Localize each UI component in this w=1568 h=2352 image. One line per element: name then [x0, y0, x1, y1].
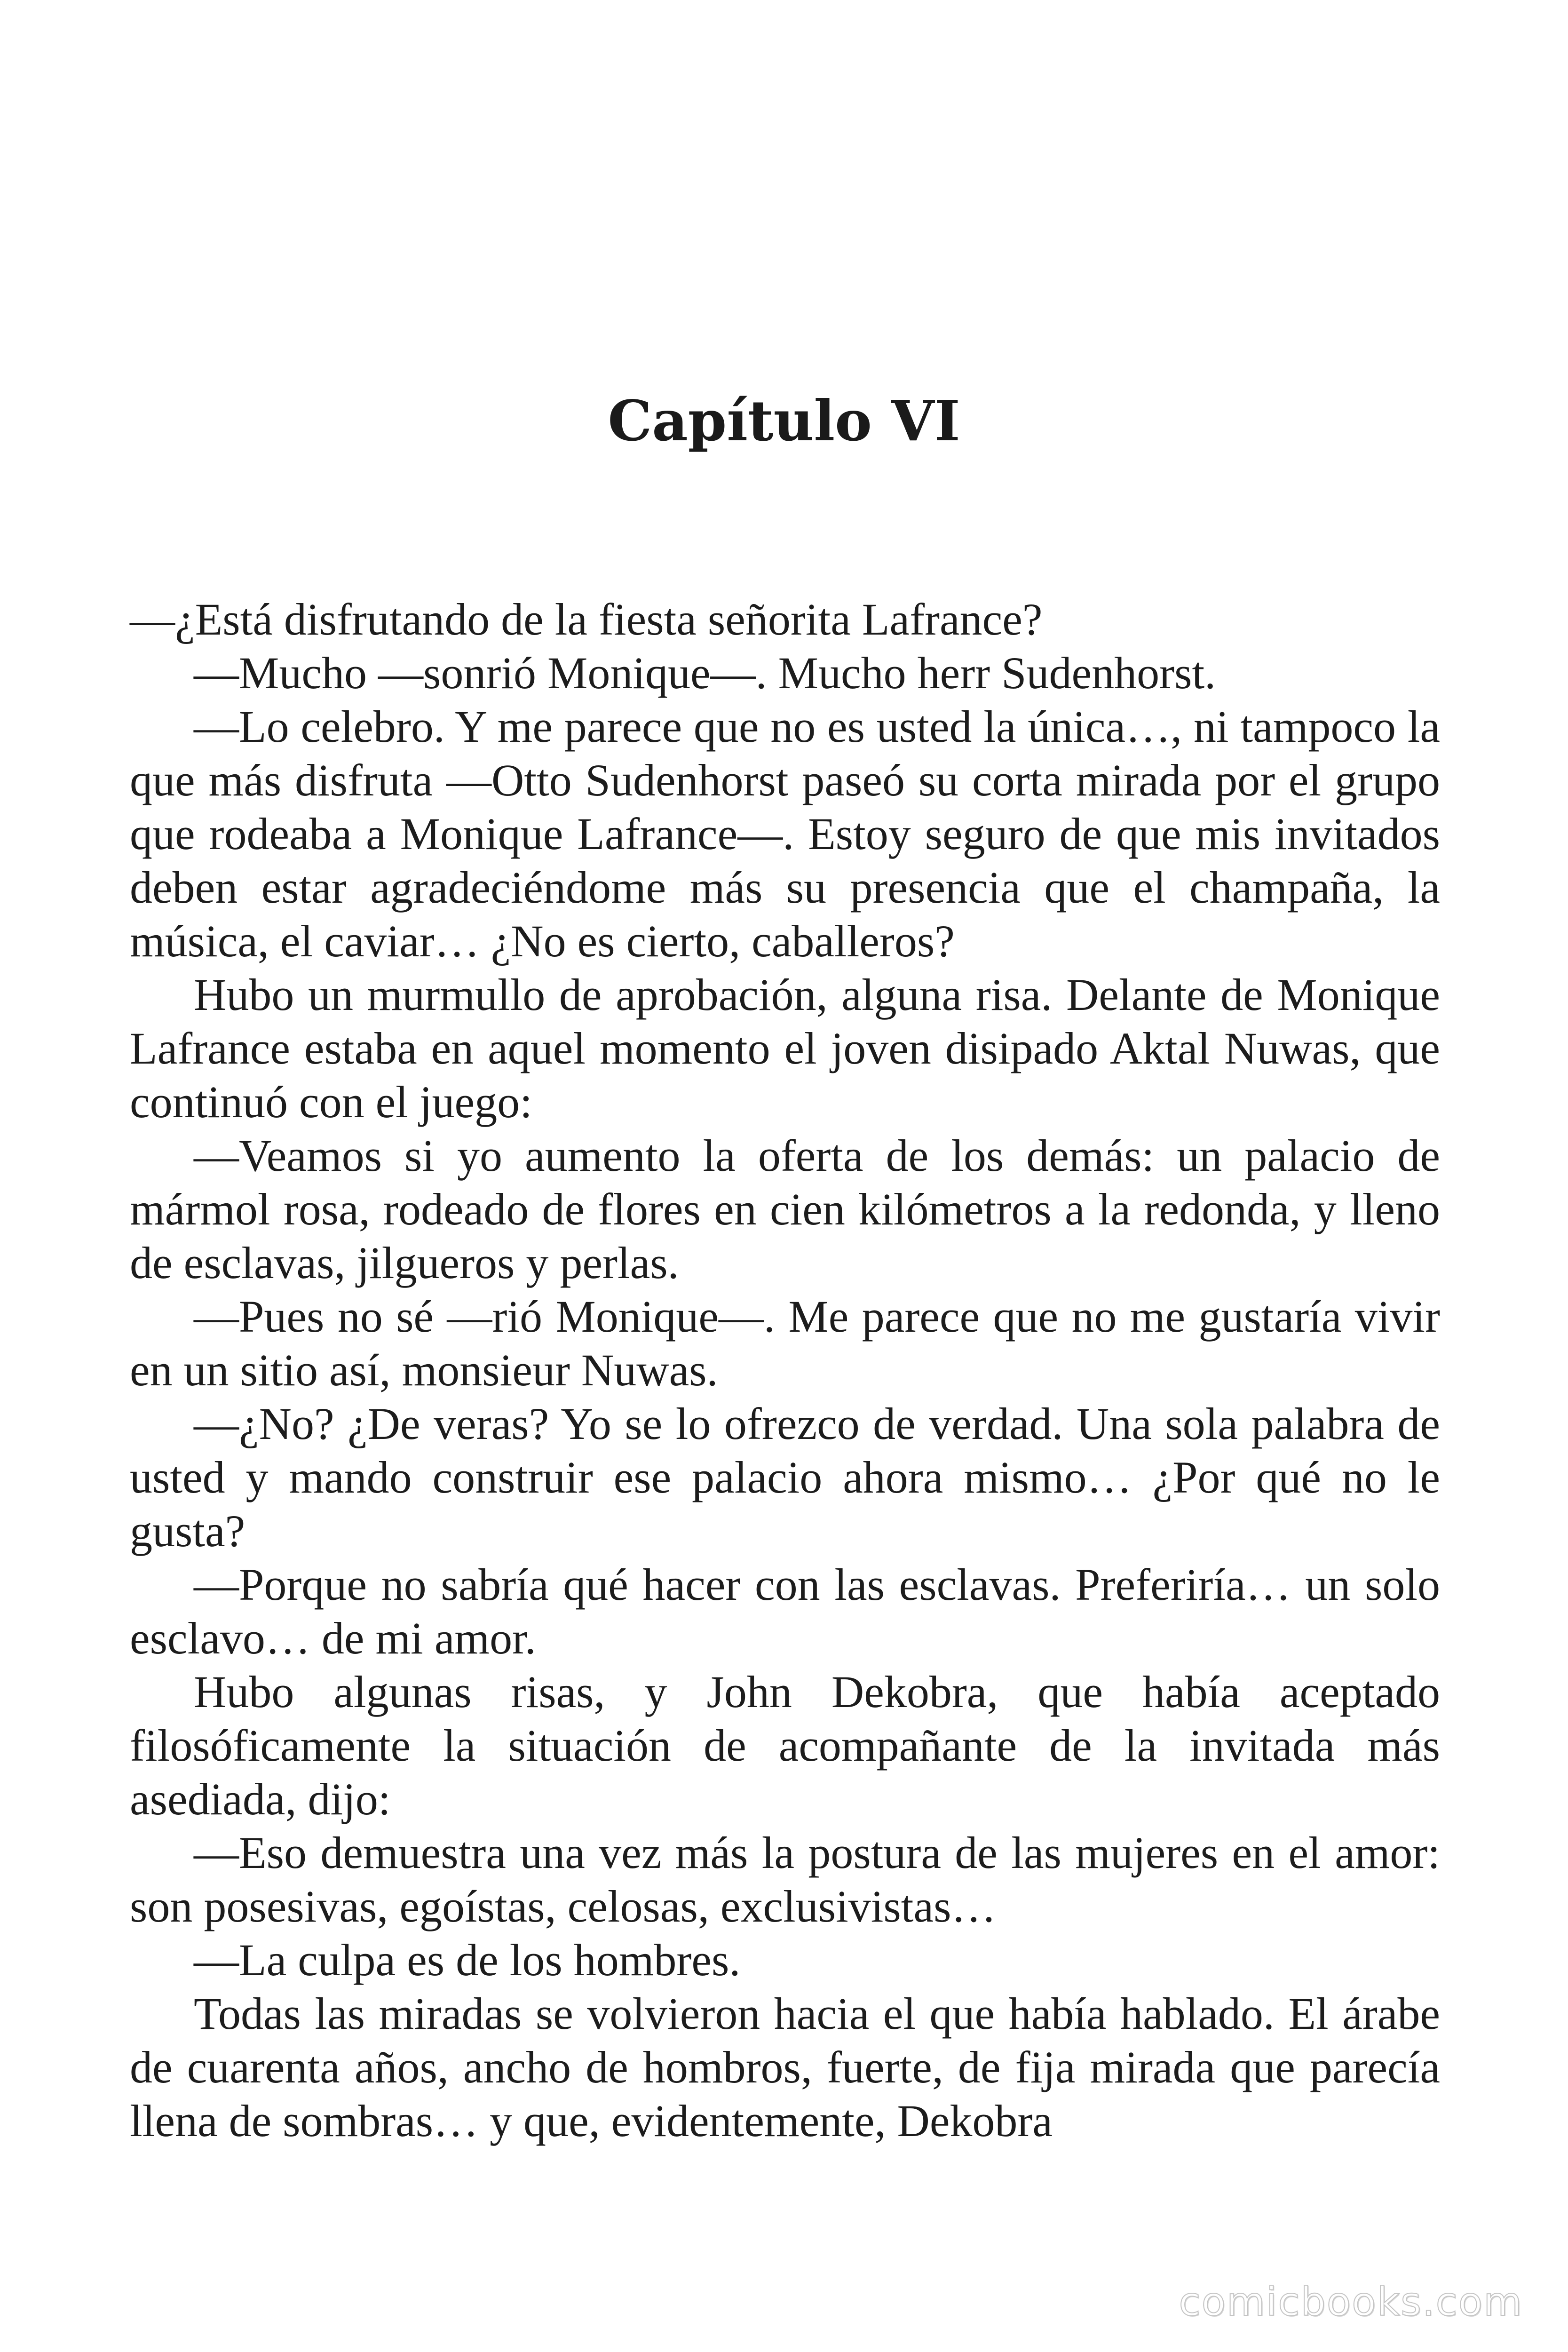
paragraph-1: —¿Está disfrutando de la fiesta señorita Lafrance? — [130, 594, 1043, 644]
paragraph-11: —La culpa es de los hombres. — [194, 1935, 741, 1985]
paragraph-6: —Pues no sé —rió Monique—. Me parece que no me gustaría vivir en un sitio así, monsieur Nuwas. — [130, 1291, 1440, 1395]
paragraph-8: —Porque no sabría qué hacer con las esclavas. Preferiría… un solo esclavo… de mi amor. — [130, 1559, 1440, 1663]
paragraph-7: —¿No? ¿De veras? Yo se lo ofrezco de verdad. Una sola palabra de usted y mando construir ese palacio ahora mismo… ¿Por qué no le gusta? — [130, 1398, 1440, 1556]
paragraph-3: —Lo celebro. Y me parece que no es usted la única…, ni tampoco la que más disfruta —Otto Sudenhorst paseó su corta mirada por el grupo que rodeaba a Monique Lafrance—. Estoy seguro de que mis invitados deben estar agradeciéndome más su presencia que el champaña, la música, el caviar… ¿No es cierto, caballeros? — [130, 701, 1440, 966]
chapter-body — [130, 593, 1440, 2148]
watermark-logo: comicbooks.com — [1179, 2279, 1523, 2325]
paragraph-4: Hubo un murmullo de aprobación, alguna risa. Delante de Monique Lafrance estaba en aquel momento el joven disipado Aktal Nuwas, que continuó con el juego: — [130, 969, 1440, 1127]
chapter-title: Capítulo VI — [608, 388, 960, 453]
paragraph-9: Hubo algunas risas, y John Dekobra, que había aceptado filosóficamente la situación de acompañante de la invitada más asediada, dijo: — [130, 1667, 1440, 1824]
paragraph-12: Todas las miradas se volvieron hacia el que había hablado. El árabe de cuarenta años, ancho de hombros, fuerte, de fija mirada que parecía llena de sombras… y que, evidentemente, Dekobra — [130, 1988, 1440, 2146]
paragraph-2: —Mucho —sonrió Monique—. Mucho herr Sudenhorst. — [194, 648, 1216, 698]
paragraph-10: —Eso demuestra una vez más la postura de las mujeres en el amor: son posesivas, egoístas, celosas, exclusivistas… — [130, 1828, 1440, 1931]
paragraph-5: —Veamos si yo aumento la oferta de los demás: un palacio de mármol rosa, rodeado de flores en cien kilómetros a la redonda, y lleno de esclavas, jilgueros y perlas. — [130, 1130, 1440, 1288]
